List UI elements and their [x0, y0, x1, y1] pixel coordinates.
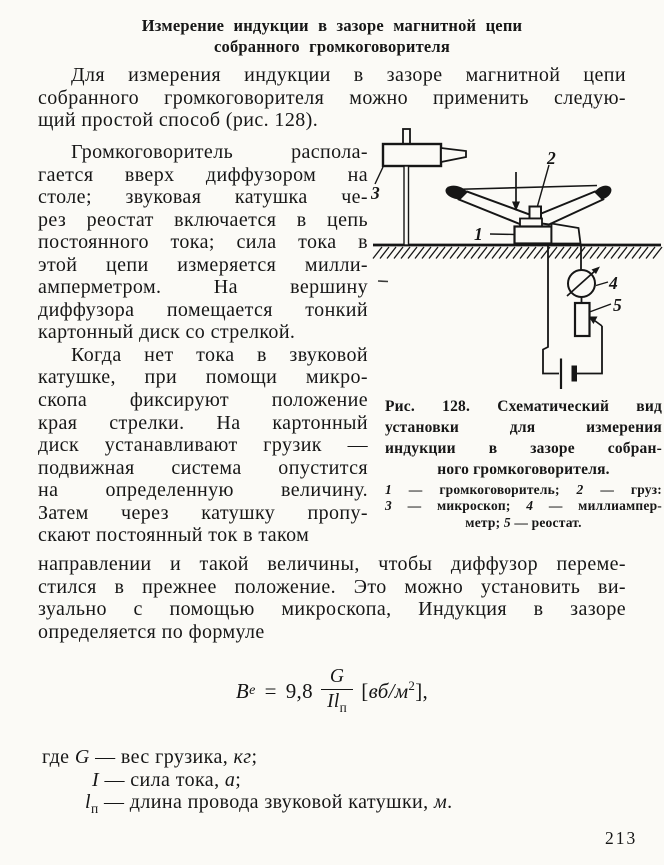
formula-units — [361, 678, 428, 704]
label-2-leader-line — [538, 165, 550, 206]
text-line: индукции в зазоре собран- — [385, 440, 662, 457]
text-segment: ; — [235, 769, 242, 791]
stray-mark — [378, 281, 388, 282]
text-line: Когда нет тока в звуковой — [71, 343, 368, 366]
text-segment: 5 — [503, 514, 511, 530]
text-segment: где — [42, 746, 75, 768]
text-segment: — громкоговоритель; — [391, 482, 577, 497]
text-line — [385, 498, 662, 514]
text-segment: G — [74, 746, 90, 768]
text-segment: — реостат. — [510, 514, 582, 530]
text-segment: — сила тока, — [99, 769, 225, 791]
microscope-body — [383, 144, 441, 166]
formula-denominator-symbols: Il — [327, 691, 340, 713]
text-line: определяется по формуле — [38, 620, 265, 643]
formula-coefficient: 9,8 — [285, 678, 313, 703]
text-segment: — вес грузика, — [89, 746, 234, 768]
text-line: ного громкоговорителя. — [437, 461, 610, 478]
text-segment: . — [447, 791, 453, 813]
formula-numerator: G — [321, 666, 353, 690]
text-segment: 3 — [385, 498, 392, 514]
text-line: установки для измерения — [385, 419, 662, 436]
text-line — [385, 515, 662, 531]
text-line: скопа фиксируют положение — [38, 389, 368, 412]
text-segment: l — [85, 791, 91, 813]
label-3-leader-line — [375, 167, 383, 184]
text-segment: — длина провода звуковой катушки, — [98, 791, 434, 813]
continuation-paragraph — [38, 553, 626, 643]
label-5-leader-line — [590, 304, 612, 312]
microscope-eyepiece — [441, 148, 466, 162]
text-segment: кг — [233, 746, 252, 768]
text-segment: I — [92, 769, 100, 791]
caption-legend — [385, 482, 662, 531]
microscope-focus-knob — [403, 129, 410, 145]
text-segment: ; — [251, 746, 258, 768]
cone-back-rim-line — [451, 186, 597, 190]
label-4-leader-line — [596, 282, 608, 286]
formula-equals: = — [264, 678, 277, 703]
text-line: этой цепи измеряется милли- — [38, 253, 368, 276]
figure-label-3: 3 — [371, 183, 380, 203]
rheostat-wiper-arrow-shaft — [595, 321, 603, 327]
formula-denominator-subscript: п — [339, 699, 348, 715]
text-line: катушке, при помощи микро- — [38, 366, 368, 389]
figure-caption — [385, 396, 662, 531]
text-line: картонный диск со стрелкой. — [38, 321, 296, 344]
formula-lhs-subscript: е — [249, 683, 256, 698]
schematic-drawing — [371, 118, 663, 395]
text-line: края стрелки. На картонный — [38, 411, 368, 434]
text-line: направлении и такой величины, чтобы диффузор переме- — [38, 553, 626, 575]
text-segment: — миллиампер- — [533, 498, 663, 514]
voice-coil-neck — [520, 219, 542, 227]
figure-label-5: 5 — [613, 295, 622, 315]
text-line: гается вверх диффузором на — [38, 163, 368, 186]
text-line: диск устанавливают грузик — — [38, 434, 368, 457]
unit-close-bracket: ], — [415, 679, 429, 703]
unit-open-bracket: [ — [361, 679, 369, 703]
rheostat-body — [575, 303, 590, 336]
text-segment: 1 — [385, 482, 392, 497]
text-segment: а — [224, 769, 236, 791]
text-segment: — груз: — [583, 482, 662, 497]
text-line: щий простой способ (рис. 128). — [38, 109, 319, 132]
text-line: амперметром. На вершину — [38, 276, 368, 299]
title-line-2: собранного громкоговорителя — [213, 37, 451, 56]
left-circuit-wire — [543, 243, 559, 374]
text-line: рез реостат включается в цепь — [38, 208, 368, 231]
formula-fraction — [321, 666, 353, 716]
text-line: Затем через катушку пропу- — [38, 501, 368, 524]
text-line: на определенную величину. — [38, 479, 368, 502]
caption-text — [385, 396, 662, 480]
text-line: столе; звуковая катушка че- — [38, 186, 368, 209]
text-segment: 4 — [526, 498, 534, 514]
symbol-definition-I — [92, 769, 241, 792]
text-line: Рис. 128. Схематический вид — [385, 398, 662, 415]
symbol-definition-l — [85, 791, 453, 817]
text-line: собранного громкоговорителя можно применить следую- — [38, 86, 626, 109]
text-segment: 2 — [576, 482, 584, 497]
figure-label-4: 4 — [609, 273, 618, 293]
label-1-leader-line — [490, 234, 515, 235]
formula-denominator — [327, 690, 347, 716]
formula-lhs: B — [235, 678, 250, 703]
text-segment: метр; — [465, 514, 504, 530]
figure-label-2: 2 — [547, 148, 556, 168]
text-line: диффузора помещается тонкий — [38, 298, 368, 321]
text-line: стился в прежнее положение. Это можно установить ви- — [38, 575, 626, 598]
text-line: Для измерения индукции в зазоре магнитной цепи — [71, 64, 626, 86]
symbol-definition-G — [42, 746, 257, 769]
induction-formula — [0, 664, 664, 718]
weight-block — [530, 207, 542, 219]
figure-label-1: 1 — [474, 224, 483, 244]
battery-short-plate — [572, 366, 578, 382]
text-segment: п — [90, 801, 99, 816]
left-text-column — [38, 141, 368, 547]
magnet-block-side — [552, 224, 581, 244]
title-line-1: Измерение индукции в зазоре магнитной цепи — [141, 16, 523, 35]
microscope-stand-post — [404, 166, 409, 245]
text-line — [385, 482, 662, 498]
text-segment: — микроскоп; — [391, 498, 527, 514]
text-line: зуально с помощью микроскопа, Индукция в зазоре — [38, 598, 626, 621]
figure-128-schematic — [371, 118, 663, 395]
ground-hatching — [373, 247, 662, 259]
text-segment: м — [433, 791, 448, 813]
unit-symbols: вб/м — [368, 679, 409, 703]
page-number: 213 — [605, 828, 638, 848]
magnet-block-front — [515, 227, 552, 244]
unit-exponent: 2 — [408, 678, 416, 693]
page-title — [0, 15, 664, 57]
text-line: постоянного тока; сила тока в — [38, 231, 368, 254]
text-line: скают постоянный ток в таком — [38, 524, 310, 547]
text-line: подвижная система опустится — [38, 456, 368, 479]
text-line: Громкоговоритель распола- — [71, 141, 368, 163]
